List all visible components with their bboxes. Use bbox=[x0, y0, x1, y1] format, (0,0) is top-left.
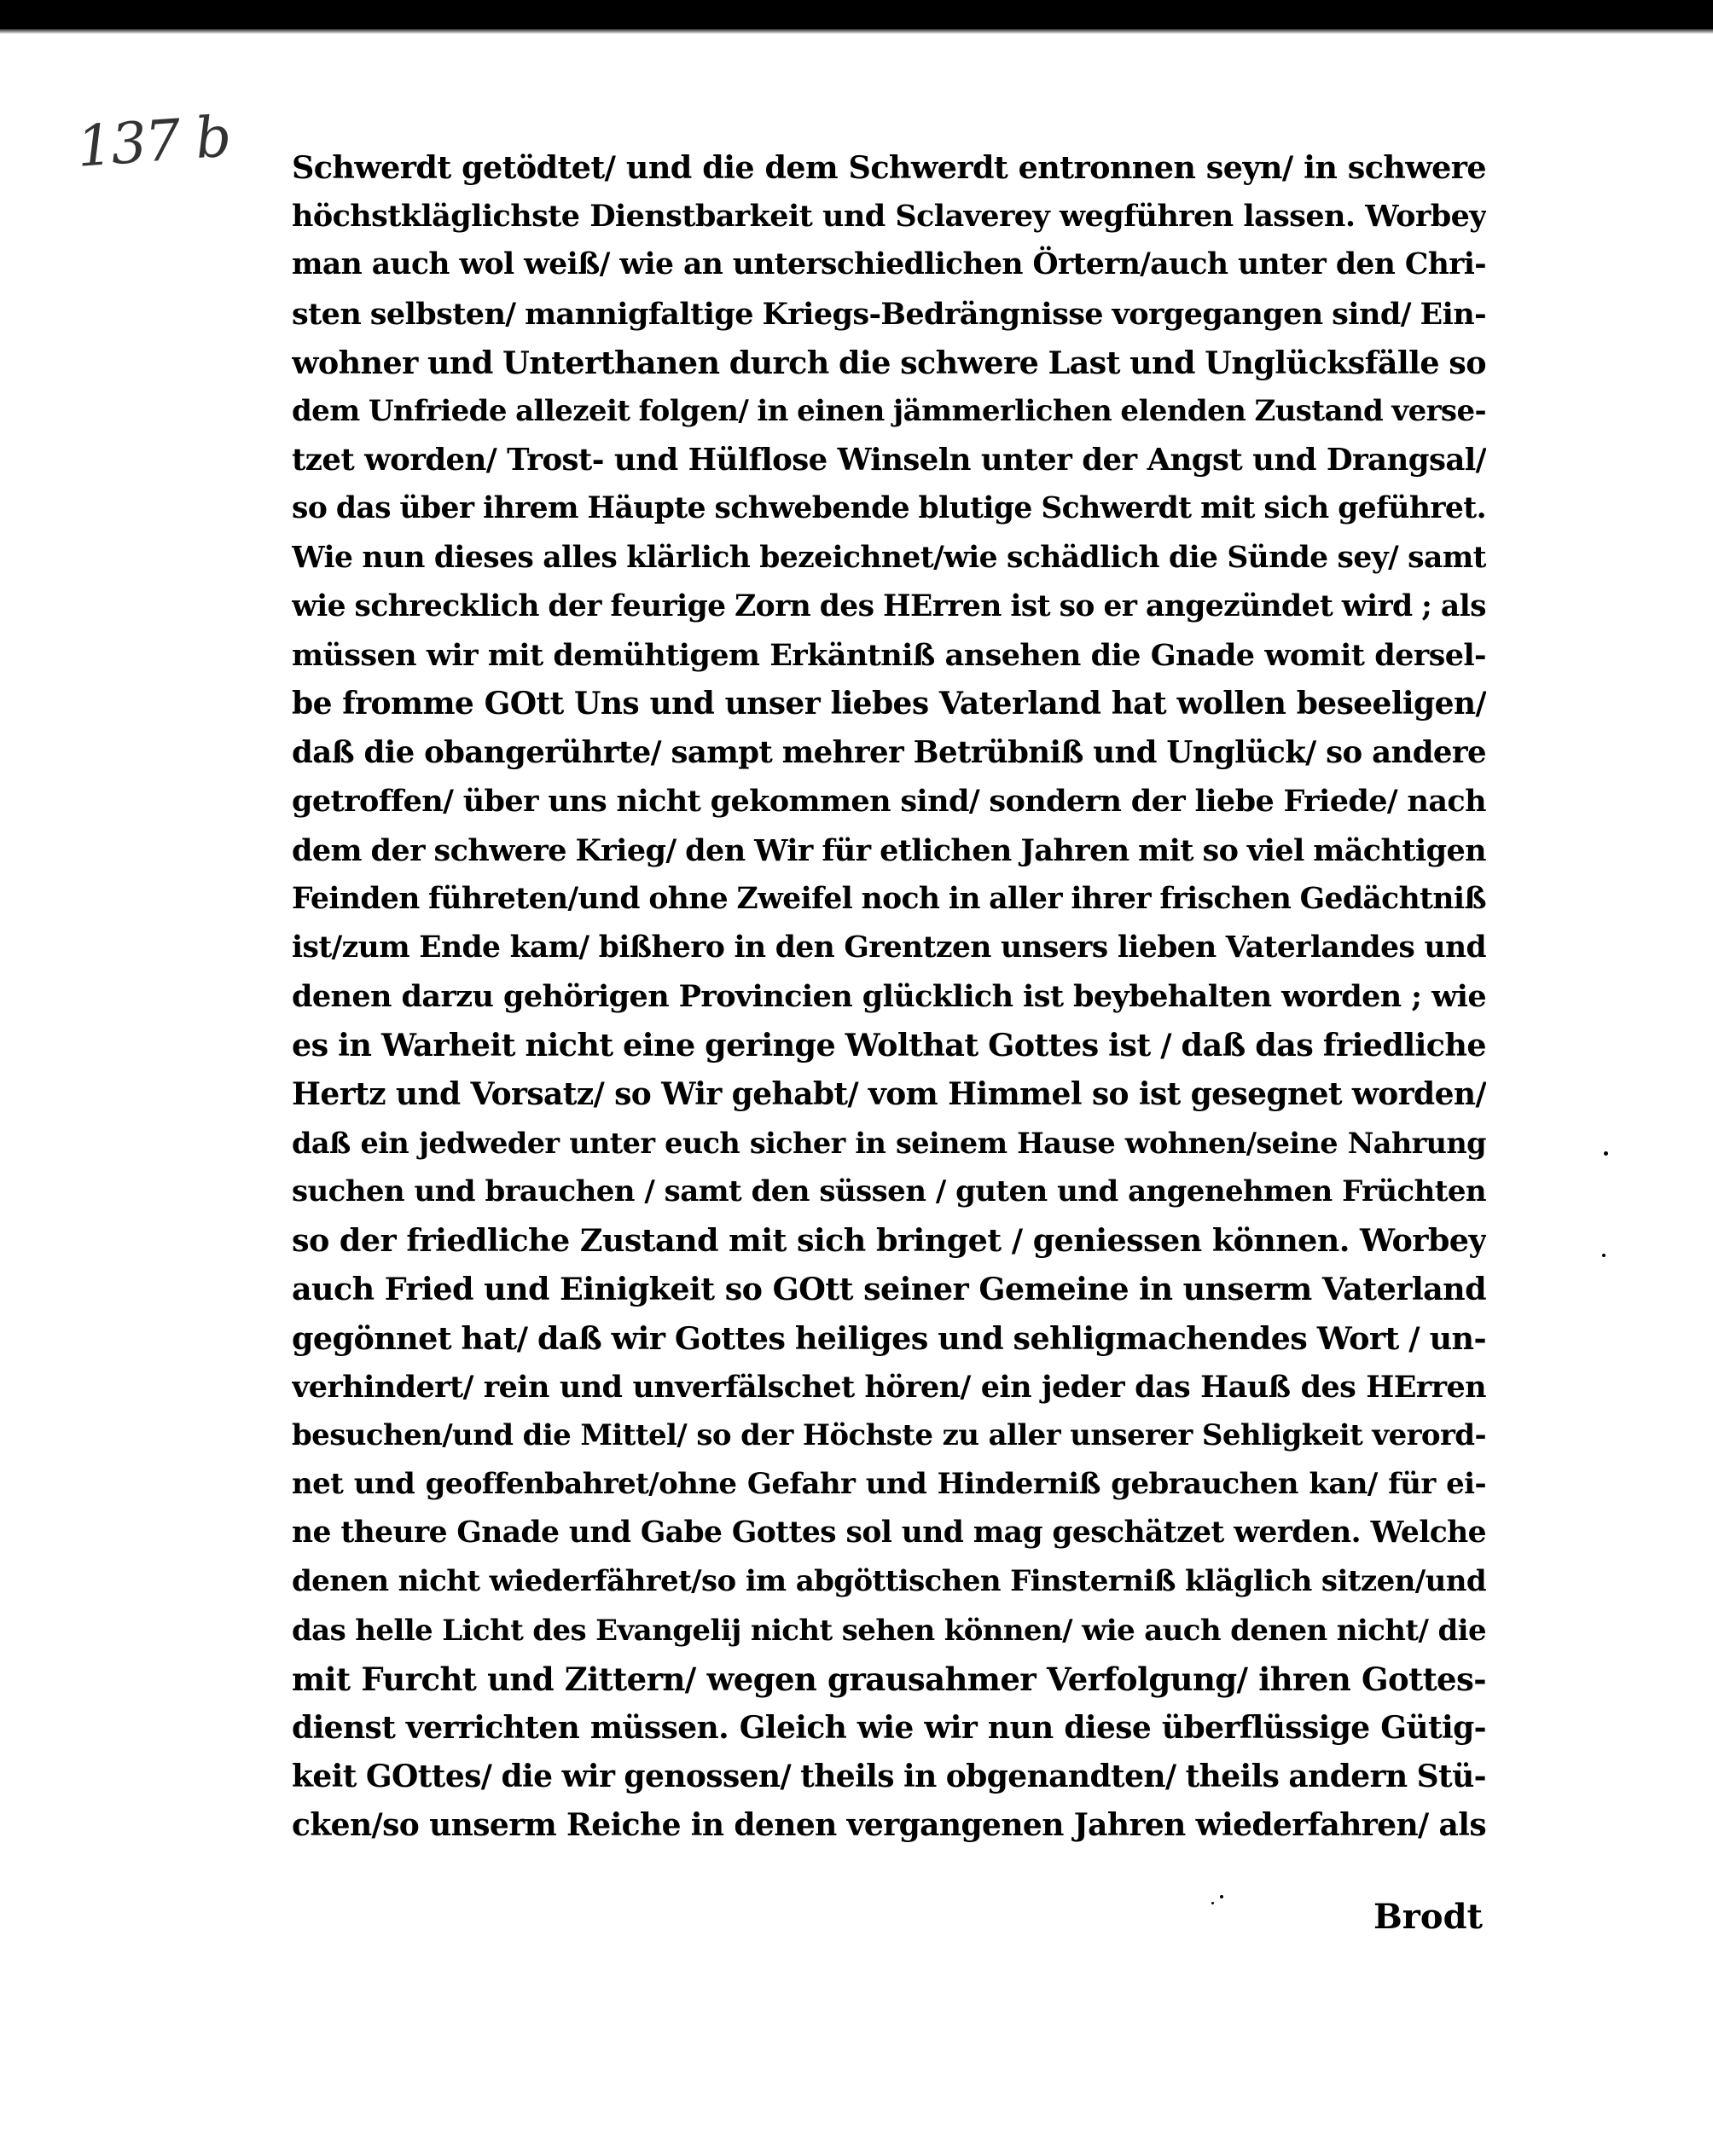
scan-top-border bbox=[0, 0, 1713, 29]
text-line: so der friedliche Zustand mit sich bringet / geniessen können. Worbey bbox=[292, 1222, 1486, 1260]
text-line: sten selbsten/ mannigfaltige Kriegs-Bedrängnisse vorgegangen sind/ Ein- bbox=[292, 296, 1486, 332]
text-line: cken/so unserm Reiche in denen vergangenen Jahren wiederfahren/ als bbox=[292, 1807, 1486, 1844]
text-line: daß die obangerührte/ sampt mehrer Betrübniß und Unglück/ so andere bbox=[292, 735, 1486, 771]
text-line: tzet worden/ Trost- und Hülflose Winseln unter der Angst und Drangsal/ bbox=[292, 443, 1486, 478]
text-line: daß ein jedweder unter euch sicher in seinem Hause wohnen/seine Nahrung bbox=[292, 1126, 1486, 1160]
ink-speck bbox=[1220, 1895, 1223, 1898]
text-line: so das über ihrem Häupte schwebende blutige Schwerdt mit sich geführet. bbox=[292, 491, 1486, 526]
text-line: dem der schwere Krieg/ den Wir für etlichen Jahren mit so viel mächtigen bbox=[292, 832, 1486, 868]
text-line: net und geoffenbahret/ohne Gefahr und Hinderniß gebrauchen kan/ für ei- bbox=[292, 1467, 1486, 1502]
text-line: wie schrecklich der feurige Zorn des HErren ist so er angezündet wird ; als bbox=[292, 588, 1486, 623]
text-line: suchen und brauchen / samt den süssen / guten und angenehmen Früchten bbox=[292, 1174, 1486, 1208]
catchword: Brodt bbox=[1373, 1897, 1484, 1937]
text-line: müssen wir mit demühtigem Erkäntniß ansehen die Gnade womit dersel- bbox=[292, 637, 1486, 673]
text-line: getroffen/ über uns nicht gekommen sind/ sondern der liebe Friede/ nach bbox=[292, 784, 1486, 820]
text-line: das helle Licht des Evangelij nicht sehen können/ wie auch denen nicht/ die bbox=[292, 1613, 1486, 1648]
text-line: Wie nun dieses alles klärlich bezeichnet/wie schädlich die Sünde sey/ samt bbox=[292, 540, 1486, 575]
text-line: man auch wol weiß/ wie an unterschiedlichen Örtern/auch unter den Chri- bbox=[292, 247, 1486, 282]
ink-speck bbox=[1211, 1902, 1214, 1904]
text-line: ist/zum Ende kam/ bißhero in den Grentzen unsers lieben Vaterlandes und bbox=[292, 930, 1486, 965]
text-line: keit GOttes/ die wir genossen/ theils in obgenandten/ theils andern Stü- bbox=[292, 1759, 1486, 1795]
text-line: gegönnet hat/ daß wir Gottes heiliges und sehligmachendes Wort / un- bbox=[292, 1319, 1486, 1357]
text-line: verhindert/ rein und unverfälschet hören/ ein jeder das Hauß des HErren bbox=[292, 1369, 1486, 1405]
text-line: be fromme GOtt Uns und unser liebes Vaterland hat wollen beseeligen/ bbox=[292, 686, 1486, 722]
text-line: denen darzu gehörigen Provincien glücklich ist beybehalten worden ; wie bbox=[292, 979, 1486, 1015]
ink-speck bbox=[1602, 1254, 1606, 1257]
text-line: Feinden führeten/und ohne Zweifel noch in aller ihrer frischen Gedächtniß bbox=[292, 881, 1486, 916]
text-line: es in Warheit nicht eine geringe Wolthat Gottes ist / daß das friedliche bbox=[292, 1027, 1486, 1064]
text-line: höchstkläglichste Dienstbarkeit und Sclaverey wegführen lassen. Worbey bbox=[292, 199, 1486, 235]
text-line: ne theure Gnade und Gabe Gottes sol und mag geschätzet werden. Welche bbox=[292, 1516, 1486, 1550]
text-line: denen nicht wiederfähret/so im abgöttischen Finsterniß kläglich sitzen/und bbox=[292, 1564, 1486, 1599]
text-line: Hertz und Vorsatz/ so Wir gehabt/ vom Himmel so ist gesegnet worden/ bbox=[292, 1075, 1486, 1112]
text-line: dienst verrichten müssen. Gleich wie wir nun diese überflüssige Gütig- bbox=[292, 1710, 1486, 1746]
text-line: wohner und Unterthanen durch die schwere Last und Unglücksfälle so bbox=[292, 344, 1486, 381]
folio-number: 137 b bbox=[74, 103, 232, 180]
body-text bbox=[292, 143, 1486, 1851]
text-line: dem Unfriede allezeit folgen/ in einen jämmerlichen elenden Zustand verse- bbox=[292, 393, 1486, 428]
text-line: mit Furcht und Zittern/ wegen grausahmer Verfolgung/ ihren Gottes- bbox=[292, 1660, 1486, 1698]
ink-speck bbox=[1604, 1151, 1608, 1156]
text-line: besuchen/und die Mittel/ so der Höchste zu aller unserer Sehligkeit verord- bbox=[292, 1417, 1486, 1452]
text-line: auch Fried und Einigkeit so GOtt seiner Gemeine in unserm Vaterland bbox=[292, 1271, 1486, 1308]
text-line: Schwerdt getödtet/ und die dem Schwerdt entronnen seyn/ in schwere bbox=[292, 149, 1486, 186]
